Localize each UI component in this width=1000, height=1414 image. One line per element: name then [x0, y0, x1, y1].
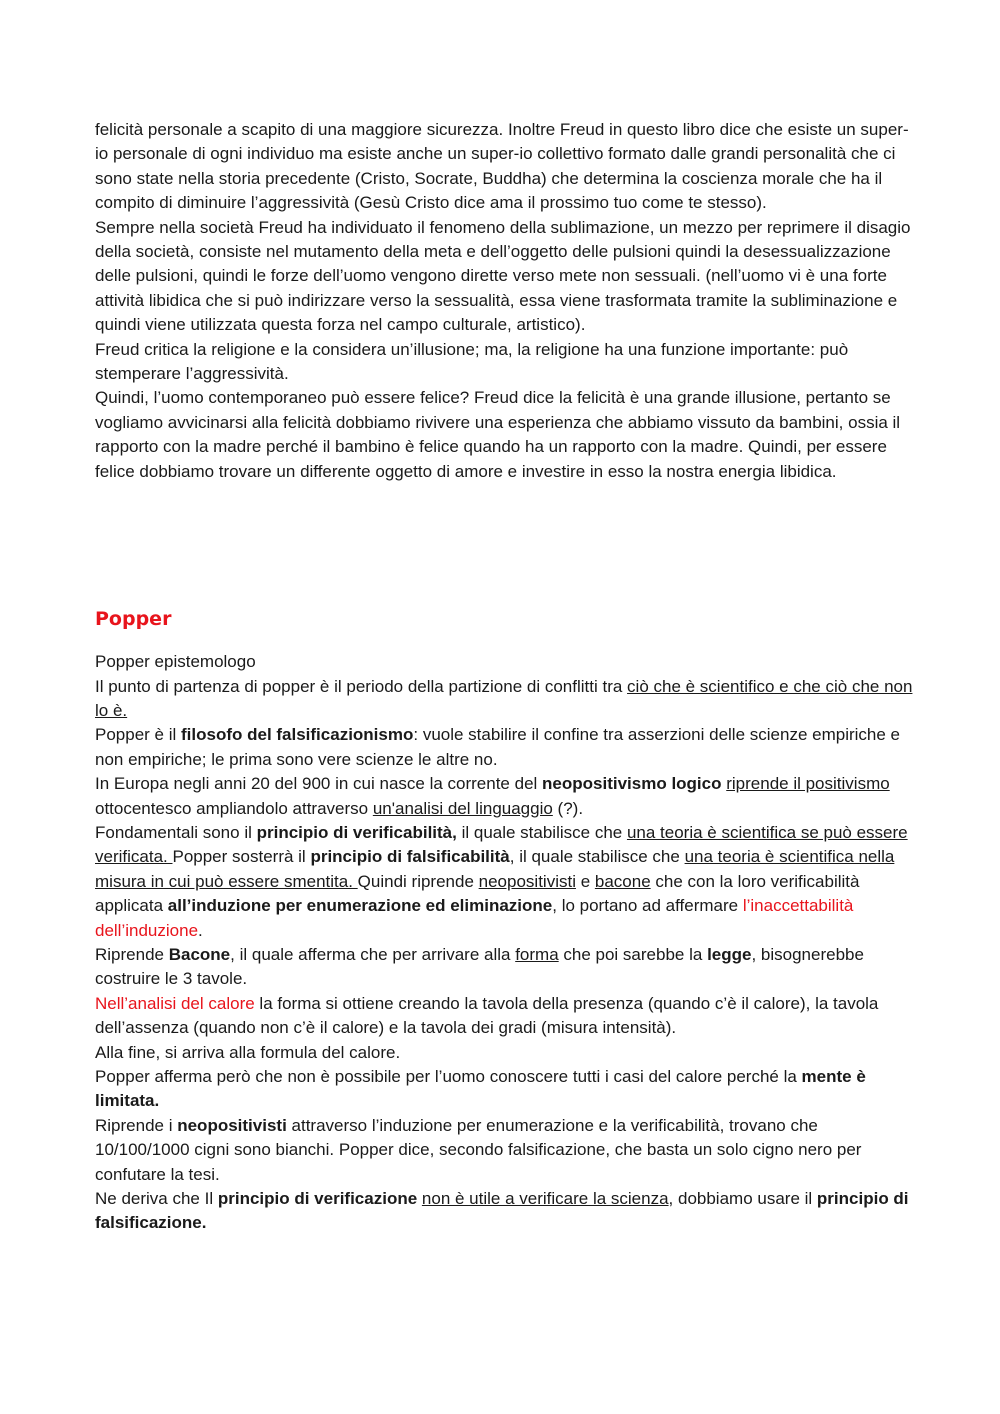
text-run: il quale stabilisce che	[456, 822, 627, 842]
text-run: Popper è il	[95, 725, 181, 745]
text-run: , lo portano ad affermare	[552, 896, 743, 916]
bold-text: filosofo del falsificazionismo	[181, 725, 414, 745]
popper-line-10	[95, 1114, 915, 1187]
text-run: attraverso l’induzione per enumerazione e la verificabilità, trovano che 10/100/1000 cigni sono bianchi. Popper dice, secondo falsificazione, che basta un solo cigno nero per confutare la tesi.	[95, 1115, 862, 1184]
text-run: Il punto di partenza di popper è il periodo della partizione di conflitti tra	[95, 676, 628, 696]
text-run: Popper afferma però che non è possibile per l’uomo conoscere tutti i casi del calore perché la	[95, 1067, 802, 1086]
text-run: , il quale stabilisce che	[509, 847, 685, 867]
bold-text: principio di falsificazione.	[95, 1189, 909, 1233]
underlined-text: una teoria è scientifica nella misura in cui può essere smentita.	[95, 847, 895, 891]
section-heading-popper: Popper	[95, 608, 172, 631]
popper-line-5	[95, 821, 915, 943]
text-run: : vuole stabilire il confine tra asserzioni delle scienze empiriche e non empiriche; le prima sono vere scienze le altre no.	[95, 725, 900, 769]
red-highlight-text: l’inaccettabilità dell’induzione	[95, 896, 854, 940]
underlined-text: forma	[515, 944, 559, 964]
popper-line-6	[95, 943, 915, 992]
text-run: (?).	[552, 798, 584, 818]
text-run: .	[198, 920, 203, 940]
bold-text: Bacone	[168, 944, 231, 964]
popper-line-7	[95, 992, 915, 1041]
freud-paragraph-4: Quindi, l’uomo contemporaneo può essere felice? Freud dice la felicità è una grande illusione, pertanto se vogliamo avvicinarsi alla felicità dobbiamo rivivere una esperienza che abbiamo vissuto da bambini, ossia il rapporto con la madre perché il bambino è felice quando ha un rapporto con la madre. Quindi, per essere felice dobbiamo trovare un differente oggetto di amore e investire in esso la nostra energia libidica.	[95, 388, 901, 481]
freud-paragraph-2: Sempre nella società Freud ha individuato il fenomeno della sublimazione, un mezzo per reprimere il disagio della società, consiste nel mutamento della meta e dell’oggetto delle pulsioni quindi la desessualizzazione delle pulsioni, quindi le forze dell’uomo vengono dirette verso mete non sessuali. (nell’uomo vi è una forte attività libidica che si può indirizzare verso la sessualità, essa viene trasformata tramite la subliminazione e quindi viene utilizzata questa forza nel campo culturale, artistico).	[95, 217, 911, 335]
underlined-text: bacone	[594, 871, 651, 891]
bold-text: all’induzione per enumerazione ed eliminazione	[167, 896, 553, 916]
text-run: che poi sarebbe la	[558, 944, 708, 964]
freud-paragraph-1: felicità personale a scapito di una maggiore sicurezza. Inoltre Freud in questo libro dice che esiste un super-io personale di ogni individuo ma esiste anche un super-io collettivo formato dalle grandi personalità che ci sono state nella storia precedente (Cristo, Socrate, Buddha) che determina la coscienza morale che ha il compito di diminuire l’aggressività (Gesù Cristo dice ama il prossimo tuo come te stesso).	[95, 120, 909, 213]
text-run: , bisognerebbe costruire le 3 tavole.	[95, 944, 864, 989]
bold-text: legge	[707, 944, 752, 964]
red-highlight-text: Nell’analisi del calore	[95, 993, 255, 1013]
popper-line-1: Popper epistemologo	[95, 652, 256, 672]
bold-text: neopositivismo logico	[542, 774, 722, 794]
popper-line-4	[95, 772, 915, 821]
popper-line-2	[95, 675, 915, 724]
popper-line-9	[95, 1065, 915, 1114]
text-run: In Europa negli anni 20 del 900 in cui nasce la corrente del	[95, 774, 543, 794]
text-run: Popper sosterrà il	[172, 847, 311, 867]
text-run: e	[575, 871, 595, 891]
underlined-text: una teoria è scientifica se può essere verificata.	[95, 822, 908, 867]
bold-text: principio di verificazione	[217, 1189, 418, 1209]
text-run: Quindi riprende	[357, 871, 479, 891]
document-page	[95, 118, 915, 1236]
text-run: la forma si ottiene creando la tavola della presenza (quando c’è il calore), la tavola dell’assenza (quando non c’è il calore) e la tavola dei gradi (misura intensità).	[95, 993, 879, 1038]
text-run: Ne deriva che Il	[95, 1189, 218, 1209]
text-run: , dobbiamo usare il	[668, 1189, 817, 1209]
section-spacer	[95, 484, 915, 606]
underlined-text: un'analisi del linguaggio	[372, 798, 553, 818]
popper-line-8: Alla fine, si arriva alla formula del calore.	[95, 1042, 401, 1062]
popper-line-3	[95, 723, 915, 772]
underlined-text: ciò che è scientifico e che ciò che non lo è.	[95, 676, 913, 720]
text-run: Fondamentali sono il	[95, 822, 257, 842]
underlined-text: neopositivisti	[478, 871, 576, 891]
underlined-text: non è utile a verificare la scienza	[421, 1189, 669, 1209]
popper-line-11	[95, 1187, 915, 1236]
text-run: ottocentesco ampliandolo attraverso	[95, 798, 373, 818]
text-run: Riprende i	[95, 1115, 178, 1135]
bold-text: mente è limitata.	[95, 1067, 866, 1111]
freud-paragraph-3: Freud critica la religione e la considera un’illusione; ma, la religione ha una funzione importante: può stemperare l’aggressività.	[95, 339, 849, 384]
text-run: che con la loro verificabilità applicata	[95, 871, 860, 916]
text-run: Riprende	[95, 944, 169, 964]
bold-text: principio di falsificabilità	[310, 847, 510, 867]
bold-text: neopositivisti	[177, 1115, 287, 1135]
underlined-text: riprende il positivismo	[726, 774, 890, 794]
text-run: , il quale afferma che per arrivare alla	[230, 944, 516, 964]
bold-text: principio di verificabilità,	[256, 822, 457, 842]
